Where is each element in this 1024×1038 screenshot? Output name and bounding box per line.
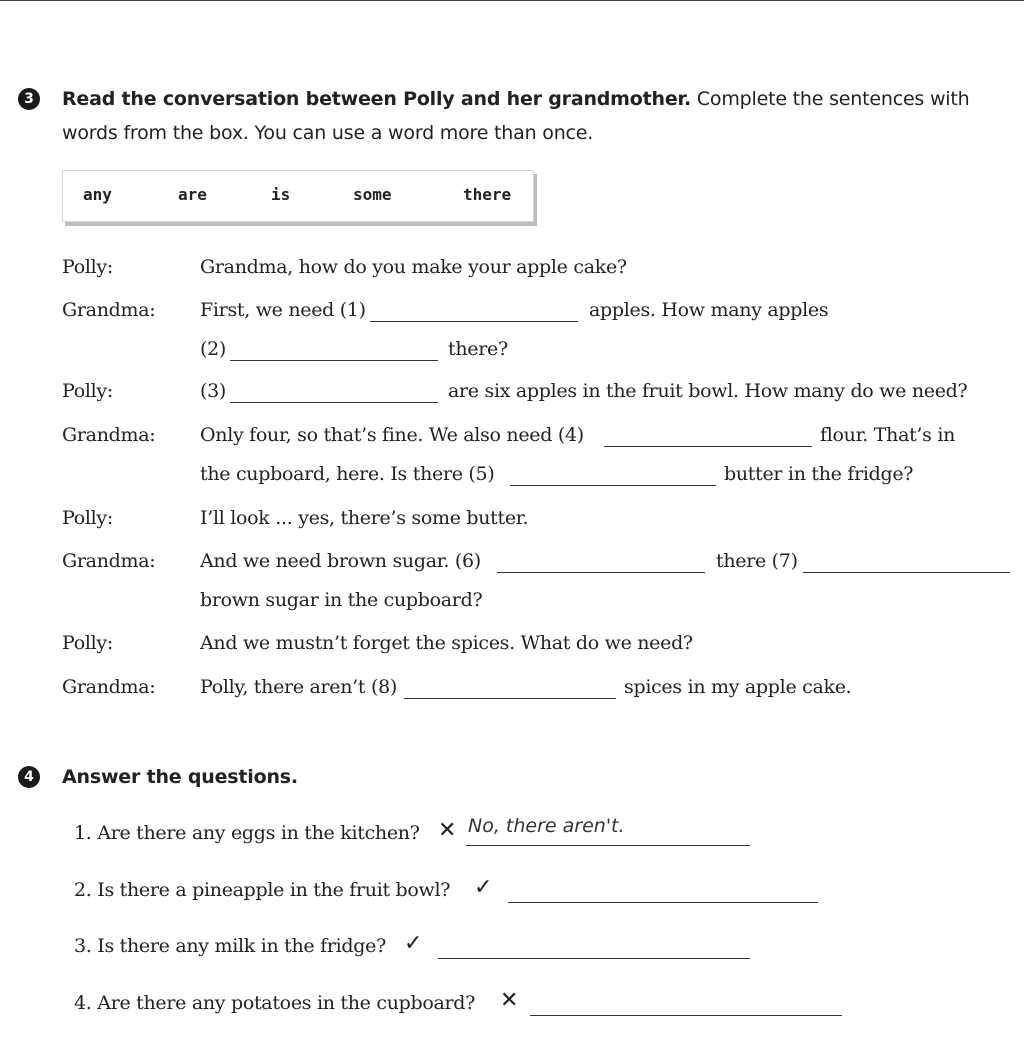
speaker: Polly: — [62, 256, 113, 278]
dialogue-line: (2) — [200, 338, 227, 360]
question-1: 1. Are there any eggs in the kitchen? — [74, 822, 420, 844]
dialogue-line: there? — [448, 338, 508, 360]
word-some: some — [353, 185, 392, 204]
dialogue-line: I’ll look ... yes, there’s some butter. — [200, 507, 529, 529]
check-mark-icon: ✓ — [404, 931, 423, 956]
answer-line-3[interactable] — [438, 958, 750, 959]
question-4: 4. Are there any potatoes in the cupboard? — [74, 992, 476, 1014]
answer-blank-6[interactable] — [497, 572, 705, 573]
dialogue-line: And we mustn’t forget the spices. What do we need? — [200, 632, 693, 654]
speaker: Grandma: — [62, 299, 156, 321]
exercise-4-instruction: Answer the questions. — [62, 766, 298, 788]
check-mark-icon: ✓ — [474, 875, 493, 900]
speaker: Grandma: — [62, 676, 156, 698]
answer-blank-8[interactable] — [404, 698, 616, 699]
dialogue-line: apples. How many apples — [589, 299, 829, 321]
answer-1-text: No, there aren't. — [468, 815, 625, 837]
answer-blank-3[interactable] — [230, 402, 438, 403]
answer-line-2[interactable] — [508, 902, 818, 903]
dialogue-line: brown sugar in the cupboard? — [200, 589, 483, 611]
answer-blank-5[interactable] — [510, 485, 716, 486]
dialogue-line: spices in my apple cake. — [624, 676, 852, 698]
dialogue-line: there (7) — [716, 550, 798, 572]
word-there: there — [463, 185, 512, 204]
answer-blank-1[interactable] — [370, 321, 578, 322]
exercise-4-number: 4 — [18, 766, 40, 788]
dialogue-line: (3) — [200, 380, 227, 402]
word-any: any — [83, 185, 112, 204]
dialogue-line: are six apples in the fruit bowl. How many do we need? — [448, 380, 968, 402]
answer-line-4[interactable] — [530, 1015, 842, 1016]
speaker: Grandma: — [62, 550, 156, 572]
answer-blank-7[interactable] — [803, 572, 1010, 573]
instruction-rest-2: words from the box. You can use a word more than once. — [62, 122, 594, 144]
word-is: is — [271, 185, 291, 204]
speaker: Polly: — [62, 507, 113, 529]
dialogue-line: Grandma, how do you make your apple cake? — [200, 256, 627, 278]
answer-blank-2[interactable] — [230, 360, 438, 361]
speaker: Grandma: — [62, 424, 156, 446]
question-3: 3. Is there any milk in the fridge? — [74, 935, 386, 957]
answer-blank-4[interactable] — [604, 446, 812, 447]
cross-mark-icon: ✕ — [500, 988, 519, 1013]
word-box — [62, 170, 534, 222]
exercise-3-number: 3 — [18, 88, 40, 110]
cross-mark-icon: ✕ — [438, 818, 457, 843]
dialogue-line: the cupboard, here. Is there (5) — [200, 463, 495, 485]
dialogue-line: flour. That’s in — [820, 424, 956, 446]
word-are: are — [178, 185, 207, 204]
dialogue-line: And we need brown sugar. (6) — [200, 550, 481, 572]
dialogue-line: Only four, so that’s fine. We also need (4) — [200, 424, 584, 446]
dialogue-line: First, we need (1) — [200, 299, 366, 321]
answer-line-1[interactable] — [466, 845, 750, 846]
exercise-3-instruction — [62, 82, 1012, 150]
instruction-rest-1: Complete the sentences with — [696, 88, 970, 110]
speaker: Polly: — [62, 632, 113, 654]
dialogue-line: Polly, there aren’t (8) — [200, 676, 397, 698]
question-2: 2. Is there a pineapple in the fruit bowl? — [74, 879, 451, 901]
speaker: Polly: — [62, 380, 113, 402]
instruction-bold: Read the conversation between Polly and her grandmother. — [62, 88, 692, 110]
dialogue-line: butter in the fridge? — [724, 463, 914, 485]
top-rule — [0, 0, 1024, 1]
